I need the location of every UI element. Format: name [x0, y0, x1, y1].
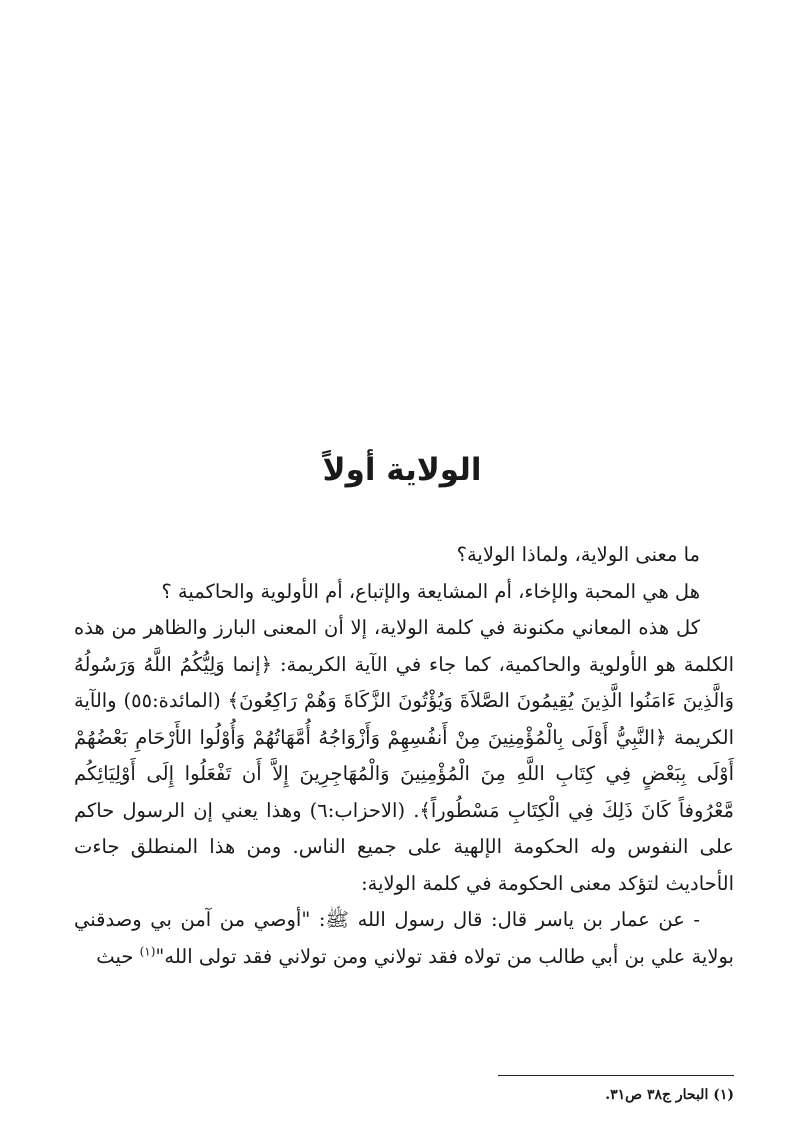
- paragraph-meaning: كل هذه المعاني مكنونة في كلمة الولاية، إلا أن المعنى البارز والظاهر من هذه الكلمة هو الأولوية والحاكمية، كما جاء في الآية الكريمة: ﴿إنما وَلِيُّكُمُ اللَّهُ وَرَسُولُهُ وَالَّذِينَ ءَامَنُوا الَّذِينَ يُقِيمُونَ الصَّلاَةَ وَيُؤْتُونَ الزَّكَاةَ وَهُمْ رَاكِعُونَ﴾ (المائدة:٥٥) والآية الكريمة ﴿النَّبِيُّ أَوْلَى بِالْمُؤْمِنِينَ مِنْ أَنفُسِهِمْ وَأَزْوَاجُهُ أُمَّهَاتُهُمْ وَأُوْلُوا الأَرْحَامِ بَعْضُهُمْ أَوْلَى بِبَعْضٍ فِي كِتَابِ اللَّهِ مِنَ الْمُؤْمِنِينَ وَالْمُهَاجِرِينَ إِلاَّ أَن تَفْعَلُوا إِلَى أَوْلِيَائِكُم مَّعْرُوفاً كَانَ ذَلِكَ فِي الْكِتَابِ مَسْطُوراً﴾. (الاحزاب:٦) وهذا يعني إن الرسول حاكم على النفوس وله الحكومة الإلهية على جميع الناس. ومن هذا المنطلق جاءت الأحاديث لتؤكد معنى الحكومة في كلمة الولاية:: [74, 616, 735, 895]
- footnote: (١) البحار ج٣٨ ص٣١.: [605, 1087, 734, 1103]
- paragraph-question-2: هل هي المحبة والإخاء، أم المشايعة والإتباع، أم الأولوية والحاكمية ؟: [161, 579, 700, 603]
- page-title: الولاية أولاً: [322, 452, 482, 488]
- main-text: [74, 537, 734, 975]
- footnote-divider: [498, 1075, 734, 1076]
- hadith-continuation: حيث: [96, 944, 134, 968]
- footnote-reference: (١): [139, 944, 156, 958]
- hadith-text: - عن عمار بن ياسر قال: قال رسول الله ﷺ: "أوصي من آمن بي وصدقني بولاية علي بن أبي طالب من تولاه فقد تولاني ومن تولاني فقد تولى الله": [74, 908, 734, 968]
- paragraph-question-1: ما معنى الولاية، ولماذا الولاية؟: [456, 543, 700, 566]
- paragraph-hadith: [74, 902, 734, 975]
